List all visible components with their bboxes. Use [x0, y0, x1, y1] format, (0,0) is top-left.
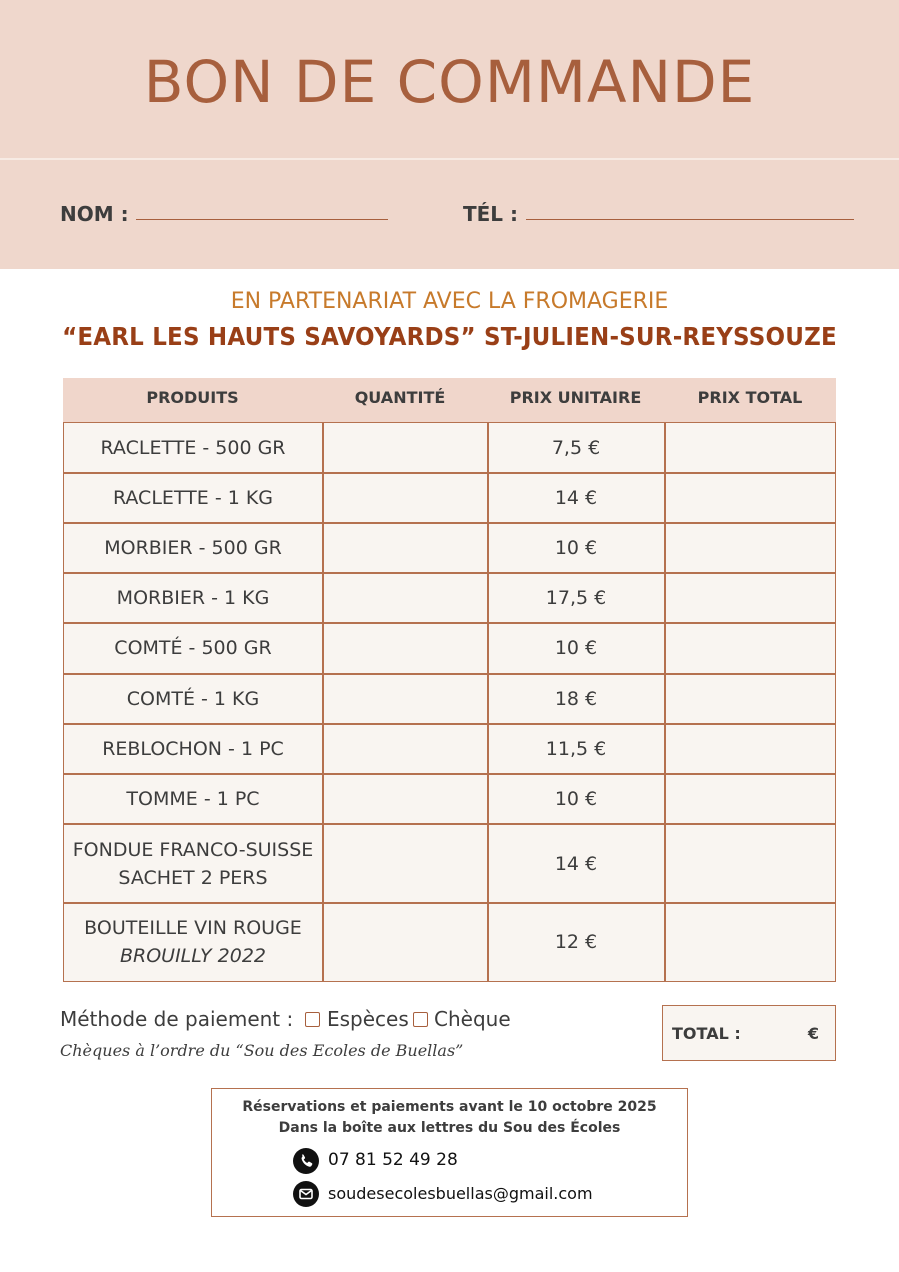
phone-number[interactable]: 07 81 52 49 28	[328, 1150, 458, 1170]
unit-price: 10 €	[554, 788, 598, 810]
product-name: MORBIER - 1 KG	[116, 587, 270, 609]
especes-checkbox[interactable]	[305, 1012, 320, 1027]
product-name: FONDUE FRANCO-SUISSE	[72, 838, 314, 861]
unit-price-cell	[488, 573, 664, 623]
partner-intro: EN PARTENARIAT AVEC LA FROMAGERIE	[230, 289, 669, 314]
total-price-cell[interactable]	[665, 473, 835, 523]
product-detail: BROUILLY 2022	[119, 945, 267, 967]
phone-icon	[293, 1148, 319, 1174]
unit-price-cell	[488, 623, 664, 673]
total-box[interactable]	[662, 1005, 836, 1061]
tel-label: TÉL :	[463, 202, 519, 226]
total-price-cell[interactable]	[665, 523, 835, 573]
total-price-cell[interactable]	[665, 724, 835, 774]
product-cell	[64, 523, 322, 573]
unit-price-cell	[488, 473, 664, 523]
cheque-checkbox[interactable]	[413, 1012, 428, 1027]
unit-price-cell	[488, 423, 664, 473]
unit-price: 17,5 €	[545, 587, 607, 609]
quantity-cell[interactable]	[323, 573, 487, 623]
column-header-prix-total: PRIX TOTAL	[697, 388, 803, 407]
total-price-cell[interactable]	[665, 903, 835, 981]
unit-price: 10 €	[554, 537, 598, 559]
total-price-cell[interactable]	[665, 774, 835, 824]
unit-price: 11,5 €	[545, 738, 607, 760]
column-header-produits: PRODUITS	[146, 388, 239, 407]
total-currency: €	[807, 1024, 819, 1043]
product-cell	[64, 623, 322, 673]
header	[0, 0, 899, 269]
quantity-cell[interactable]	[323, 473, 487, 523]
total-price-cell[interactable]	[665, 423, 835, 473]
product-cell	[64, 903, 322, 981]
unit-price-cell	[488, 674, 664, 724]
quantity-cell[interactable]	[323, 903, 487, 981]
column-header-prix-unitaire: PRIX UNITAIRE	[509, 388, 642, 407]
especes-label: Espèces	[327, 1007, 409, 1031]
unit-price-cell	[488, 774, 664, 824]
header-divider	[0, 158, 899, 160]
product-name: REBLOCHON - 1 PC	[102, 738, 284, 760]
product-name: RACLETTE - 1 KG	[112, 487, 274, 509]
envelope-icon	[293, 1181, 319, 1207]
payment-method-label: Méthode de paiement :	[60, 1007, 294, 1031]
product-cell	[64, 824, 322, 903]
unit-price-cell	[488, 903, 664, 981]
product-cell	[64, 724, 322, 774]
unit-price-cell	[488, 824, 664, 903]
total-price-cell[interactable]	[665, 674, 835, 724]
unit-price: 12 €	[554, 931, 598, 953]
quantity-cell[interactable]	[323, 774, 487, 824]
quantity-cell[interactable]	[323, 824, 487, 903]
product-name: MORBIER - 500 GR	[104, 537, 282, 559]
quantity-cell[interactable]	[323, 523, 487, 573]
unit-price: 14 €	[554, 852, 598, 875]
unit-price: 14 €	[554, 487, 598, 509]
unit-price-cell	[488, 724, 664, 774]
unit-price: 18 €	[554, 688, 598, 710]
product-name: TOMME - 1 PC	[126, 788, 260, 810]
quantity-cell[interactable]	[323, 423, 487, 473]
total-price-cell[interactable]	[665, 573, 835, 623]
nom-label: NOM :	[60, 202, 129, 226]
unit-price-cell	[488, 523, 664, 573]
quantity-cell[interactable]	[323, 674, 487, 724]
page-title: BON DE COMMANDE	[143, 48, 756, 116]
product-name: BOUTEILLE VIN ROUGE	[84, 917, 302, 939]
total-price-cell[interactable]	[665, 623, 835, 673]
unit-price: 10 €	[554, 637, 598, 659]
column-header-quantite: QUANTITÉ	[354, 388, 446, 407]
info-box	[211, 1088, 688, 1217]
product-cell	[64, 423, 322, 473]
product-name: RACLETTE - 500 GR	[100, 437, 286, 459]
unit-price: 7,5 €	[551, 437, 601, 459]
cheque-label: Chèque	[434, 1007, 511, 1031]
nom-field[interactable]	[136, 219, 388, 220]
reservation-deadline: Réservations et paiements avant le 10 octobre 2025	[242, 1099, 657, 1115]
product-cell	[64, 573, 322, 623]
cheque-note: Chèques à l’ordre du “Sou des Ecoles de Buellas”	[60, 1041, 464, 1060]
product-name: COMTÉ - 500 GR	[114, 637, 272, 659]
product-cell	[64, 674, 322, 724]
total-label: TOTAL :	[672, 1024, 741, 1043]
quantity-cell[interactable]	[323, 724, 487, 774]
product-name: COMTÉ - 1 KG	[126, 688, 260, 710]
order-table	[63, 422, 836, 982]
tel-field[interactable]	[526, 219, 854, 220]
quantity-cell[interactable]	[323, 623, 487, 673]
email-address[interactable]: soudesecolesbuellas@gmail.com	[328, 1184, 593, 1203]
partner-name: “EARL LES HAUTS SAVOYARDS” ST-JULIEN-SUR-REYSSOUZE	[62, 322, 837, 351]
product-cell	[64, 473, 322, 523]
dropoff-location: Dans la boîte aux lettres du Sou des Écoles	[278, 1120, 621, 1136]
total-price-cell[interactable]	[665, 824, 835, 903]
product-cell	[64, 774, 322, 824]
product-detail: SACHET 2 PERS	[118, 866, 268, 889]
